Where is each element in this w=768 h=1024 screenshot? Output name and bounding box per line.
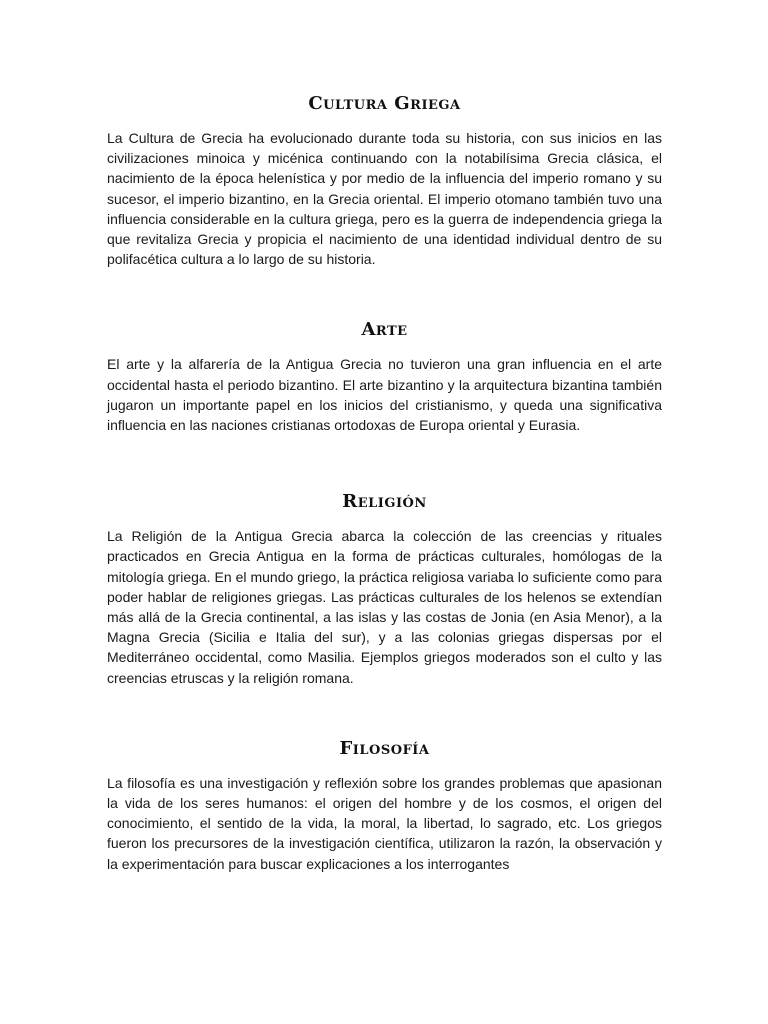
section-paragraph: El arte y la alfarería de la Antigua Grecia no tuvieron una gran influencia en el arte occidental hasta el periodo bizantino. El arte bizantino y la arquitectura bizantina también jugaron un importante papel en los inicios del cristianismo, y queda una significativa influencia en las naciones cristianas ortodoxas de Europa oriental y Eurasia. bbox=[107, 356, 662, 434]
section-paragraph: La Religión de la Antigua Grecia abarca la colección de las creencias y rituales practicados en Grecia Antigua en la forma de prácticas culturales, homólogas de la mitología griega. En el mundo griego, la práctica religiosa variaba lo suficiente como para poder hablar de religiones griegas. Las prácticas culturales de los helenos se extendían más allá de la Grecia continental, a las islas y las costas de Jonia (en Asia Menor), a la Magna Grecia (Sicilia e Italia del sur), y a las colonias griegas dispersas por el Mediterráneo occidental, como Masilia. Ejemplos griegos moderados son el culto y las creencias etruscas y la religión romana. bbox=[107, 528, 662, 686]
section-heading: Cultura Griega bbox=[308, 93, 461, 114]
section-heading: Arte bbox=[361, 319, 408, 341]
section-heading: Religión bbox=[342, 491, 427, 513]
document-page bbox=[107, 92, 662, 885]
section-heading: Filosofía bbox=[339, 737, 430, 759]
section-paragraph: La filosofía es una investigación y reflexión sobre los grandes problemas que apasionan la vida de los seres humanos: el origen del hombre y de los cosmos, el origen del conocimiento, el sentido de la vida, la moral, la libertad, lo sagrado, etc. Los griegos fueron los precursores de la investigación científica, utilizaron la razón, la observación y la experimentación para buscar explicaciones a los interrogantes bbox=[107, 774, 662, 872]
section-filosofia bbox=[107, 737, 662, 885]
section-cultura-griega bbox=[107, 92, 662, 269]
section-paragraph: La Cultura de Grecia ha evolucionado durante toda su historia, con sus inicios en las civilizaciones minoica y micénica continuando con la notabilísima Grecia clásica, el nacimiento de la época helenística y por medio de la influencia del imperio romano y su sucesor, el imperio bizantino, en la Grecia oriental. El imperio otomano también tuvo una influencia considerable en la cultura griega, pero es la guerra de independencia griega la que revitaliza Grecia y propicia el nacimiento de una identidad individual dentro de su polifacética cultura a lo largo de su historia. bbox=[107, 130, 662, 268]
section-religion bbox=[107, 490, 662, 688]
section-arte bbox=[107, 318, 662, 435]
